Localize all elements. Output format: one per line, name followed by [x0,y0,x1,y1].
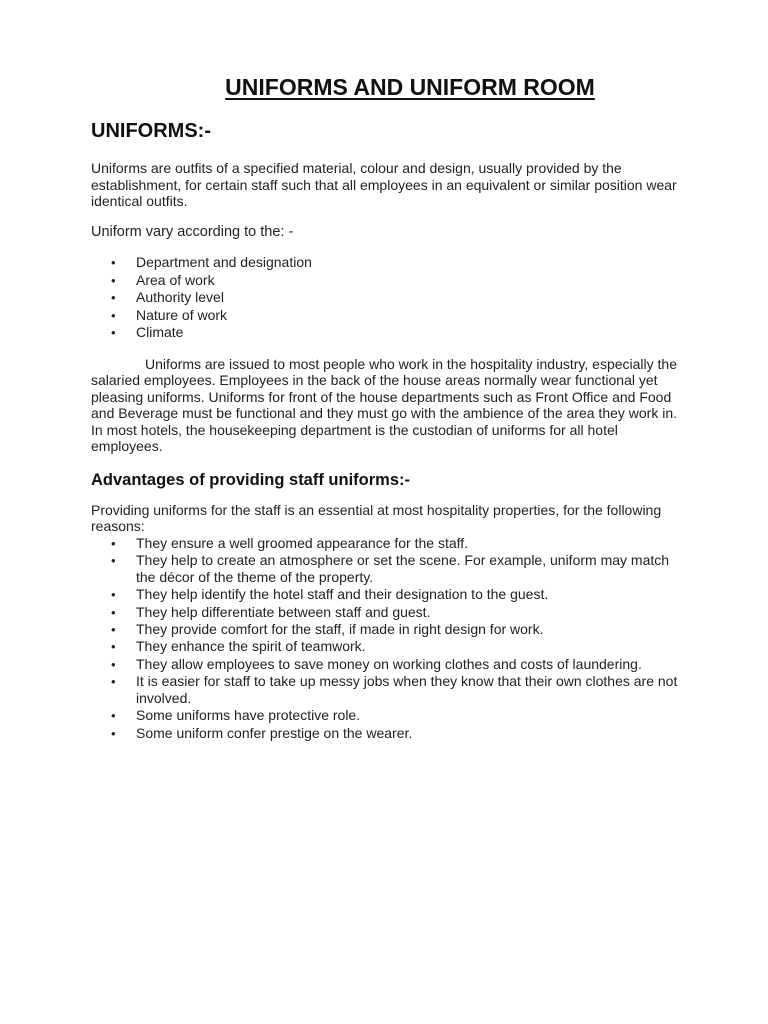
list-item: • They help identify the hotel staff and their designation to the guest. [136,586,691,603]
list-item: • They provide comfort for the staff, if made in right design for work. [136,621,691,638]
list-item: • They allow employees to save money on working clothes and costs of laundering. [136,656,691,673]
factors-list [91,254,691,342]
advantages-heading: Advantages of providing staff uniforms:- [91,470,411,489]
list-item: • Some uniforms have protective role. [136,707,691,724]
uniforms-heading: UNIFORMS:- [91,120,211,142]
list-item: • Nature of work [136,307,691,325]
advantages-list [91,535,691,743]
list-item: • They ensure a well groomed appearance for the staff. [136,535,691,552]
list-item: • Some uniform confer prestige on the wearer. [136,725,691,742]
list-item: • Area of work [136,272,691,290]
uniforms-definition: Uniforms are outfits of a specified material, colour and design, usually provided by the establishment, for certain staff such that all employees in an equivalent or similar position wear identical outfits. [91,160,677,209]
advantages-intro: Providing uniforms for the staff is an essential at most hospitality properties, for the following reasons: [91,501,662,534]
list-item: • They help differentiate between staff and guest. [136,604,691,621]
list-item: • It is easier for staff to take up messy jobs when they know that their own clothes are not involved. [136,673,691,708]
list-item: • Authority level [136,289,691,307]
document-title: UNIFORMS AND UNIFORM ROOM [225,74,595,100]
document-body [91,116,691,742]
issuance-paragraph: Uniforms are issued to most people who work in the hospitality industry, especially the salaried employees. Employees in the back of the house areas normally wear functional yet pleasing uniforms. Uniforms for front of the house departments such as Front Office and Food and Beverage must be functional and they must go with the ambience of the area they work in. In most hotels, the housekeeping department is the custodian of uniforms for all hotel employees. [91,355,678,454]
list-item: • They help to create an atmosphere or set the scene. For example, uniform may match the décor of the theme of the property. [136,552,691,587]
list-item: • They enhance the spirit of teamwork. [136,638,691,655]
vary-intro: Uniform vary according to the: - [91,223,294,240]
list-item: • Department and designation [136,254,691,272]
list-item: • Climate [136,324,691,342]
